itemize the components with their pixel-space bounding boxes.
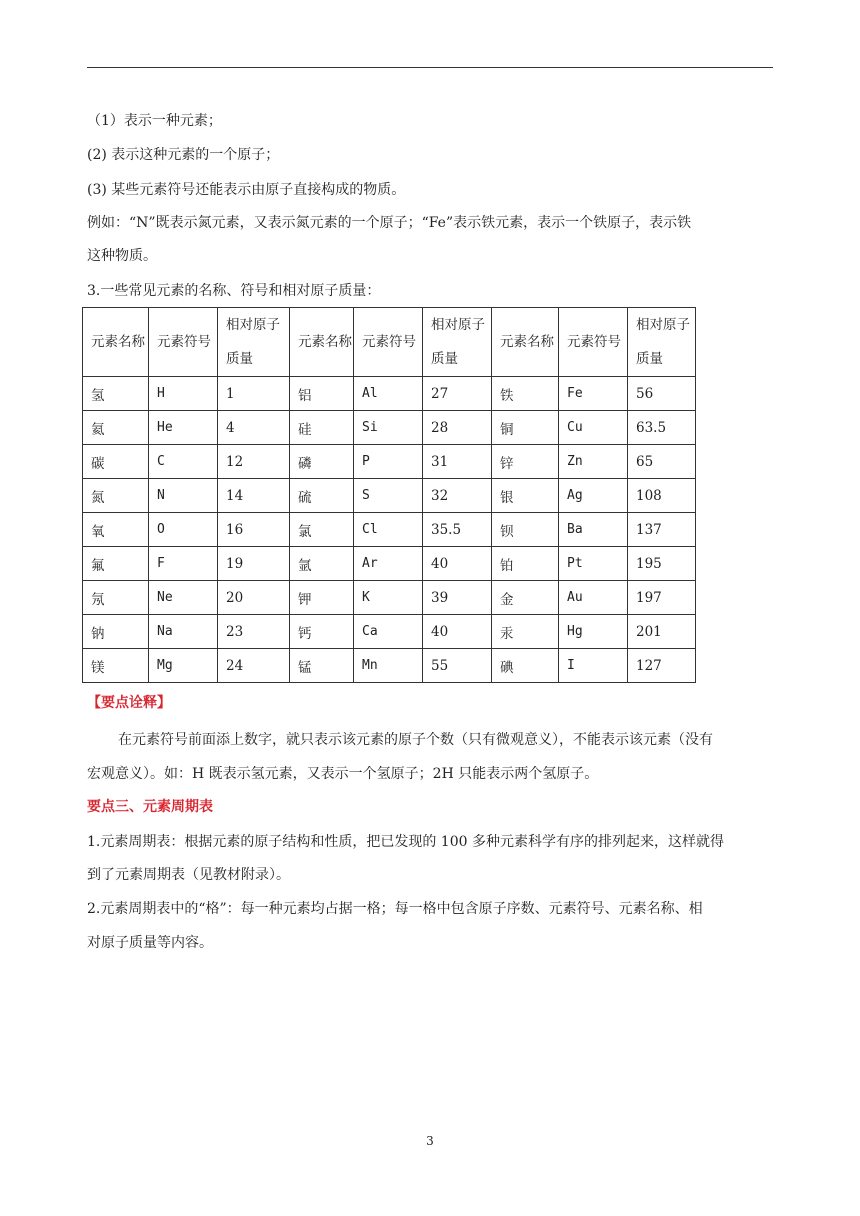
table-cell: 氢: [83, 377, 149, 411]
table-cell: 19: [218, 547, 290, 581]
table-cell: 钡: [492, 513, 559, 547]
table-intro: 3.一些常见元素的名称、符号和相对原子质量：: [87, 283, 381, 299]
table-cell: 27: [423, 377, 492, 411]
table-cell: 108: [628, 479, 696, 513]
table-header-cell: 元素符号: [149, 308, 218, 377]
table-header-cell: 元素名称: [83, 308, 149, 377]
table-cell: 32: [423, 479, 492, 513]
table-cell: 锰: [290, 649, 354, 683]
table-row: [83, 479, 696, 513]
table-header-cell: 元素名称: [492, 308, 559, 377]
table-cell: Hg: [559, 615, 628, 649]
table-cell: Au: [559, 581, 628, 615]
table-cell: 氩: [290, 547, 354, 581]
table-cell: 39: [423, 581, 492, 615]
table-cell: Ag: [559, 479, 628, 513]
table-cell: 14: [218, 479, 290, 513]
table-cell: 金: [492, 581, 559, 615]
table-cell: 汞: [492, 615, 559, 649]
table-cell: 28: [423, 411, 492, 445]
table-header-cell: 相对原子质量: [218, 308, 290, 377]
table-cell: 锌: [492, 445, 559, 479]
item-1: （1）表示一种元素；: [87, 113, 222, 129]
table-cell: 65: [628, 445, 696, 479]
header-rule: [87, 67, 773, 68]
table-cell: I: [559, 649, 628, 683]
table-cell: 1: [218, 377, 290, 411]
periodic-table-para-1-line-1: 1.元素周期表：根据元素的原子结构和性质，把已发现的 100 多种元素科学有序的排列起来，这样就得: [87, 834, 724, 850]
item-3: (3) 某些元素符号还能表示由原子直接构成的物质。: [87, 182, 406, 198]
table-row: [83, 615, 696, 649]
table-cell: 钾: [290, 581, 354, 615]
table-cell: 氦: [83, 411, 149, 445]
key-note-title: 【要点诠释】: [87, 695, 171, 711]
table-cell: 12: [218, 445, 290, 479]
table-cell: 23: [218, 615, 290, 649]
table-cell: Mn: [354, 649, 423, 683]
table-cell: Mg: [149, 649, 218, 683]
table-header-cell: 元素符号: [354, 308, 423, 377]
table-cell: O: [149, 513, 218, 547]
example-line-2: 这种物质。: [87, 248, 157, 264]
table-cell: 195: [628, 547, 696, 581]
table-cell: He: [149, 411, 218, 445]
table-cell: 铜: [492, 411, 559, 445]
table-cell: N: [149, 479, 218, 513]
table-cell: Cl: [354, 513, 423, 547]
table-cell: 127: [628, 649, 696, 683]
table-cell: 20: [218, 581, 290, 615]
table-cell: 钠: [83, 615, 149, 649]
table-cell: K: [354, 581, 423, 615]
table-cell: Cu: [559, 411, 628, 445]
key-note-line-1: 在元素符号前面添上数字，就只表示该元素的原子个数（只有微观意义），不能表示该元素（没有: [118, 732, 713, 748]
section-title: 要点三、元素周期表: [87, 799, 213, 815]
table-cell: 63.5: [628, 411, 696, 445]
table-row: [83, 649, 696, 683]
element-table: [82, 307, 696, 683]
table-header-cell: 相对原子质量: [628, 308, 696, 377]
table-cell: 40: [423, 615, 492, 649]
table-cell: 氧: [83, 513, 149, 547]
table-cell: F: [149, 547, 218, 581]
table-cell: 24: [218, 649, 290, 683]
item-2: (2) 表示这种元素的一个原子；: [87, 147, 280, 163]
table-cell: 硫: [290, 479, 354, 513]
table-cell: Zn: [559, 445, 628, 479]
periodic-table-para-2-line-1: 2.元素周期表中的“格”：每一种元素均占据一格；每一格中包含原子序数、元素符号、元素名称、相: [87, 901, 703, 917]
table-cell: 碘: [492, 649, 559, 683]
table-cell: 铝: [290, 377, 354, 411]
table-cell: 碳: [83, 445, 149, 479]
table-cell: 钙: [290, 615, 354, 649]
table-cell: 201: [628, 615, 696, 649]
table-cell: 银: [492, 479, 559, 513]
table-row: [83, 445, 696, 479]
table-cell: Ar: [354, 547, 423, 581]
table-cell: 4: [218, 411, 290, 445]
table-cell: H: [149, 377, 218, 411]
table-row: [83, 513, 696, 547]
table-row: [83, 581, 696, 615]
table-cell: 硅: [290, 411, 354, 445]
table-header-cell: 相对原子质量: [423, 308, 492, 377]
page-number: 3: [426, 1134, 434, 1148]
table-header-row: [83, 308, 696, 377]
table-cell: C: [149, 445, 218, 479]
table-cell: 氟: [83, 547, 149, 581]
table-cell: S: [354, 479, 423, 513]
table-cell: Ba: [559, 513, 628, 547]
table-cell: 40: [423, 547, 492, 581]
table-header-cell: 元素名称: [290, 308, 354, 377]
table-cell: Si: [354, 411, 423, 445]
table-cell: 镁: [83, 649, 149, 683]
table-cell: 35.5: [423, 513, 492, 547]
table-cell: Ca: [354, 615, 423, 649]
periodic-table-para-1-line-2: 到了元素周期表（见教材附录）。: [87, 867, 290, 883]
periodic-table-para-2-line-2: 对原子质量等内容。: [87, 935, 213, 951]
table-cell: Pt: [559, 547, 628, 581]
table-header-cell: 元素符号: [559, 308, 628, 377]
example-line-1: 例如：“N”既表示氮元素，又表示氮元素的一个原子；“Fe”表示铁元素，表示一个铁原子，表示铁: [87, 215, 692, 231]
table-cell: 氯: [290, 513, 354, 547]
table-cell: 铁: [492, 377, 559, 411]
table-cell: Fe: [559, 377, 628, 411]
table-cell: 137: [628, 513, 696, 547]
table-cell: 磷: [290, 445, 354, 479]
table-cell: 氮: [83, 479, 149, 513]
table-cell: P: [354, 445, 423, 479]
table-cell: Na: [149, 615, 218, 649]
table-cell: 氖: [83, 581, 149, 615]
table-cell: Ne: [149, 581, 218, 615]
table-row: [83, 547, 696, 581]
table-cell: 56: [628, 377, 696, 411]
table-cell: 16: [218, 513, 290, 547]
table-row: [83, 377, 696, 411]
table-row: [83, 411, 696, 445]
table-cell: 铂: [492, 547, 559, 581]
table-cell: 55: [423, 649, 492, 683]
table-cell: 31: [423, 445, 492, 479]
table-cell: 197: [628, 581, 696, 615]
key-note-line-2: 宏观意义）。如：H 既表示氢元素，又表示一个氢原子；2H 只能表示两个氢原子。: [87, 766, 599, 782]
table-cell: Al: [354, 377, 423, 411]
